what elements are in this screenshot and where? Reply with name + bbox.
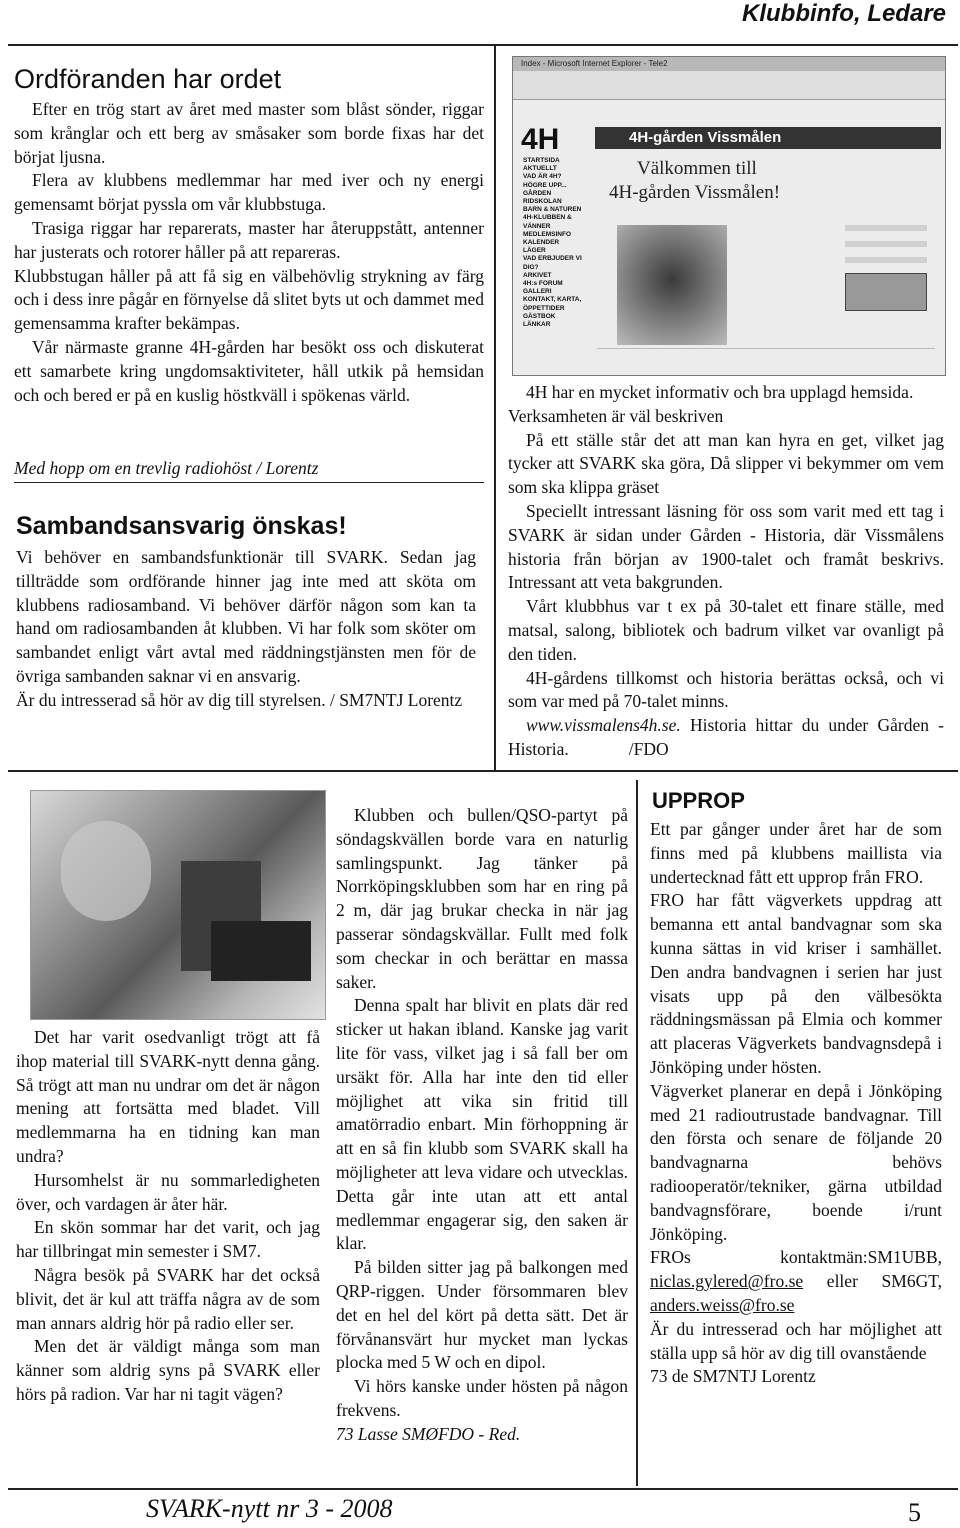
browser-toolbar (513, 71, 945, 100)
site-facts-panel (845, 225, 927, 345)
qrp-paragraph: Det har varit osedvanligt trögt att få ihop material till SVARK-nytt denna gång. Så trögt att man nu undrar om det är någon mening att fortsätta med bladet. Vill medlemmarna ha en tidning kan man undra? (16, 1027, 320, 1166)
ordforanden-title: Ordföranden har ordet (14, 64, 282, 94)
ordforanden-paragraph: Vår närmaste granne 4H-gården har besökt oss och diskuterat ett samarbete kring ungdomsaktiviteter, håll utkik på hemsidan och och bered er på en kuslig höstkväll i spökenas värld. (14, 336, 484, 405)
site-nav-item: 4H:s FORUM (523, 280, 563, 288)
qrp-paragraph: Några besök på SVARK har det också blivit, det är kul att träffa några av de som man annars aldrig hör på radio eller ser. (16, 1264, 320, 1333)
site-nav-item: RIDSKOLAN (523, 198, 562, 206)
upprop-signature: 73 de SM7NTJ Lorentz (650, 1366, 816, 1387)
qrp-middle-column (336, 804, 628, 1447)
upprop-title: UPPROP (652, 788, 745, 813)
qrp-paragraph: En skön sommar har det varit, och jag har tillbringat min semester i SM7. (16, 1217, 320, 1262)
upprop-contact-prefix: FROs kontaktmän:SM1UBB, (650, 1247, 942, 1268)
top-rule (8, 44, 958, 46)
sambands-paragraph: Är du intresserad så hör av dig till styrelsen. / SM7NTJ Lorentz (16, 689, 463, 710)
ordforanden-body (14, 98, 484, 407)
site-logo: 4H (521, 123, 560, 156)
vissmalen-paragraph (508, 714, 944, 762)
qrp-paragraph: Vi hörs kanske under hösten på någon frekvens. (336, 1376, 628, 1420)
qrp-paragraph: Denna spalt har blivit en plats där red sticker ut hakan ibland. Kanske jag varit lite för vass, vilket jag i så fall ber om ursäkt för. Alla har inte den tid eller möjlighet att vika sin fritid till amatörradio enbart. Min förhoppning är att en så fin klubb som SVARK skall ha möjligheter att leva vidare och utvecklas. Detta går inte utan att ett antal medlemmar engagerar sig, den saken är klar. (336, 995, 628, 1254)
site-nav-item: 4H-KLUBBEN & VÄNNER (523, 214, 572, 230)
vissmalen-signature: /FDO (628, 738, 669, 759)
qrp-paragraph: Klubben och bullen/QSO-partyt på söndagskvällen borde vara en naturlig samlingspunkt. Jag tänker på Norrköpingsklubben som har en ring på 2 m, där jag brukar checka in när jag passerar söndagskvällar. Fullt med folk som checkar in och berättar en massa saker. (336, 805, 628, 992)
site-nav-item: KONTAKT, KARTA, ÖPPETTIDER (523, 296, 582, 312)
site-nav-item: HÖGRE UPP... (523, 181, 567, 189)
upprop-paragraph: Är du intresserad och har möjlighet att ställa upp så hör av dig till ovanstående (650, 1318, 942, 1363)
site-footer (597, 348, 935, 367)
sambands-title: Sambandsansvarig önskas! (16, 512, 347, 540)
site-nav-item: BARN & NATUREN (523, 206, 582, 214)
vissmalen-article (508, 381, 944, 762)
email-link-niclas[interactable]: niclas.gylered@fro.se (650, 1271, 804, 1292)
ordforanden-paragraph: Flera av klubbens medlemmar har med iver och ny energi gemensamt börjat pyssla om vår klubbstuga. (14, 170, 484, 215)
site-nav-item: ARKIVET (523, 271, 552, 279)
ordforanden-paragraph: Trasiga riggar har reparerats, master har återuppstått, antenner har justerats och rotorer håller på att repareras. (14, 217, 484, 262)
upprop-contact-mid: eller SM6GT, (803, 1271, 942, 1292)
screenshot-caption: 4H har en mycket informativ och bra upplagd hemsida. (526, 382, 914, 402)
ordforanden-rule (14, 482, 484, 483)
sambands-body (16, 546, 476, 713)
site-nav-item: LÄNKAR (523, 321, 551, 329)
vissmalen-paragraph: 4H-gårdens tillkomst och historia berättas också, och vi som var med på 70-talet minns. (508, 667, 944, 712)
upprop-paragraph: Ett par gånger under året har de som finns med på klubbens maillista via undertecknad fått ett upprop från FRO. (650, 819, 942, 887)
qrp-paragraph: Men det är väldigt många som man känner som aldrig syns på SVARK eller hörs på radion. Var har ni tagit vägen? (16, 1336, 320, 1404)
vissmalen-paragraph: Speciellt intressant läsning för oss som varit med ett tag i SVARK är sidan under Gården - Historia, där Vissmålens historia från början av 1900-talet och framåt beskrivs. Intressant att veta bakgrunden. (508, 500, 944, 593)
site-nav-item: GÄSTBOK (523, 312, 556, 320)
site-nav-item: LÄGER (523, 247, 546, 255)
column-divider-lower (636, 780, 638, 1486)
site-welcome (609, 157, 780, 205)
qrp-paragraph: På bilden sitter jag på balkongen med QRP-riggen. Under försommaren blev det en hel del kört på detta sätt. Det är förvånansvärt hur mycket man lyckas plocka med 5 W och en dipol. (336, 1257, 628, 1373)
vissmalen-paragraph: Vårt klubbhus var t ex på 30-talet ett finare ställe, med matsal, salong, bibliotek och badrum vilket var ovanligt på den tiden. (508, 596, 944, 664)
qrp-paragraph: Hursomhelst är nu sommarledigheten över, och vardagen är åter här. (16, 1169, 320, 1214)
upprop-paragraph: Vägverket planerar en depå i Jönköping med 21 radioutrustade bandvagnar. Till den första och senare de följande 20 bandvagnarna behövs radiooperatör/tekniker, gärna utbildad bandvagnsförare, boende i/runt Jönköping. (650, 1080, 942, 1244)
site-nav (523, 157, 599, 329)
ordforanden-signature: Med hopp om en trevlig radiohöst / Lorentz (14, 458, 319, 478)
site-photo (617, 225, 727, 345)
upprop-paragraph: FRO har fått vägverkets uppdrag att bemanna ett antal bandvagnar som ska kunna sättas in vid kriser i samhället. Den andra bandvagnen i serien har just visats upp på den välbesökta räddningsmässan på Elmia och kommer att placeras Vägverkets bandvagnsdepå i Jönköping under hösten. (650, 890, 942, 1077)
site-nav-item: AKTUELLT (523, 165, 557, 173)
site-nav-item: KALENDER (523, 239, 560, 247)
site-nav-item: VAD ÄR 4H? (523, 173, 562, 181)
section-label: Klubbinfo, Ledare (742, 0, 946, 27)
site-nav-item: VAD ERBJUDER VI DIG? (523, 255, 582, 271)
ordforanden-paragraph: Klubbstugan håller på att få sig en välbehövlig strykning av färg och i dess inre pågår en förnyelse då slitet byts ut och dammet med gemensamma krafter bekämpas. (14, 265, 484, 334)
upprop-contact (650, 1246, 942, 1317)
site-nav-item: MEDLEMSINFO (523, 230, 572, 238)
site-banner: 4H-gården Vissmålen (595, 127, 941, 149)
site-nav-item: STARTSIDA (523, 157, 560, 164)
qrp-signature: 73 Lasse SMØFDO - Red. (336, 1423, 521, 1444)
site-nav-item: GÅRDEN (523, 189, 552, 197)
column-divider-upper (494, 44, 496, 770)
qrp-left-column (16, 1026, 320, 1407)
site-nav-item: GALLERI (523, 288, 552, 296)
email-link-anders[interactable]: anders.weiss@fro.se (650, 1294, 795, 1315)
browser-titlebar: Index - Microsoft Internet Explorer - Tele2 (513, 57, 945, 71)
vissmalen-url[interactable]: www.vissmalens4h.se. (526, 715, 681, 736)
upprop-body (650, 818, 942, 1389)
vissmalen-paragraph: Verksamheten är väl beskriven (508, 405, 724, 426)
footer-rule (8, 1488, 958, 1490)
qrp-photo (30, 790, 326, 1020)
middle-rule (8, 770, 958, 772)
site-welcome-line2: 4H-gården Vissmålen! (609, 182, 781, 203)
vissmalen-paragraph: På ett ställe står det att man kan hyra en get, vilket jag tycker att SVARK ska göra, Då slipper vi bekymmer om vem som ska klippa gräset (508, 429, 944, 498)
site-welcome-line1: Välkommen till (637, 158, 757, 179)
sambands-paragraph: Vi behöver en sambandsfunktionär till SVARK. Sedan jag tillträdde som ordförande hinner jag inte med att sköta om klubbens radiosamband. Vi behöver därför någon som kan ta hand om radiosambanden åt klubben. Vi har folk som sköter om sambandet enligt vårt avtal med räddningstjänsten men för de övriga sambanden saknar vi en ansvarig. (16, 547, 476, 686)
vissmalen-text: Historia hittar du under Gården - Historia. (508, 715, 944, 759)
page-number: 5 (908, 1498, 921, 1527)
footer-title: SVARK-nytt nr 3 - 2008 (146, 1494, 393, 1523)
ordforanden-paragraph: Efter en trög start av året med master som blåst sönder, riggar som krånglar och ett berg av småsaker som borde fixas har det börjat ljusna. (14, 99, 484, 167)
website-screenshot (512, 56, 946, 376)
